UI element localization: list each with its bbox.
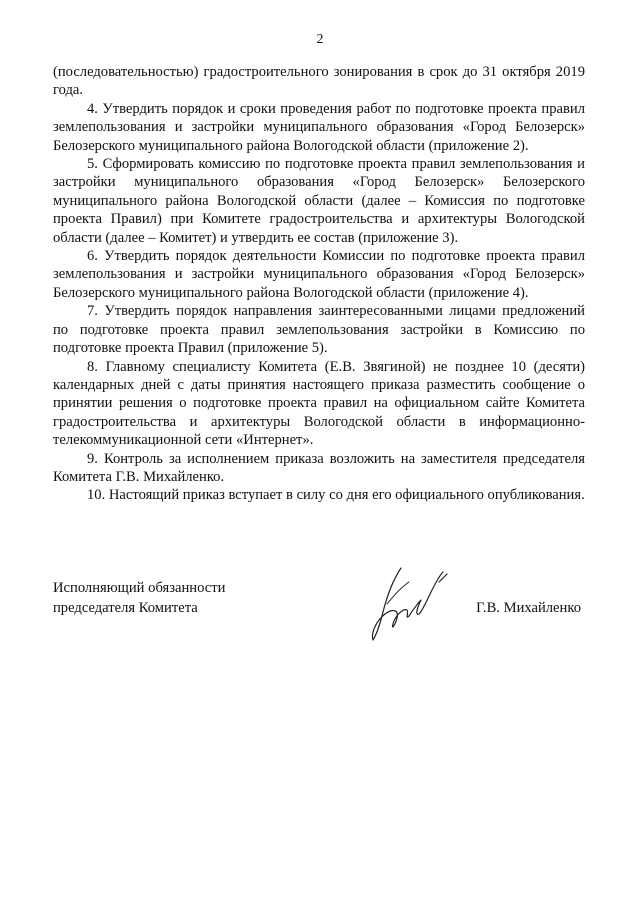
paragraph-6: 6. Утвердить порядок деятельности Комиссии по подготовке проекта правил землепользования и застройки муниципального образования «Город Белозерск» Белозерского муниципального района Вологодской области (приложение 4). — [53, 248, 585, 301]
paragraph-3-continuation: (последовательностью) градостроительного зонирования в срок до 31 октября 2019 года. — [53, 64, 585, 99]
signer-name: Г.В. Михайленко — [476, 600, 581, 616]
signer-title: Исполняющий обязанности председателя Комитета — [53, 580, 226, 616]
paragraph-5: 5. Сформировать комиссию по подготовке проекта правил землепользования и застройки муниципального образования «Город Белозерск» Белозерского муниципального района Вологодской области (далее – Комиссия по подготовке проекта Правил) при Комитете градостроительства и архитектуры Вологодской области (далее – Комитет) и утвердить ее состав (приложение 3). — [53, 156, 585, 246]
paragraph-7: 7. Утвердить порядок направления заинтересованными лицами предложений по подготовке проекта правил землепользования застройки в Комиссию по подготовке проекта Правил (приложение 5). — [53, 303, 585, 357]
paragraph-10: 10. Настоящий приказ вступает в силу со дня его официального опубликования. — [87, 487, 585, 504]
paragraph-4: 4. Утвердить порядок и сроки проведения работ по подготовке проекта правил землепользования и застройки муниципального образования «Город Белозерск» Белозерского муниципального района Вологодской области (приложение 2). — [53, 100, 585, 154]
page-number: 2 — [316, 32, 324, 47]
handwritten-signature — [343, 564, 463, 646]
signature-block — [53, 578, 585, 668]
paragraph-9: 9. Контроль за исполнением приказа возложить на заместителя председателя Комитета Г.В. Михайленко. — [53, 450, 585, 485]
paragraph-8: 8. Главному специалисту Комитета (Е.В. Звягиной) не позднее 10 (десяти) календарных дней с даты принятия настоящего приказа разместить сообщение о принятии решения о подготовке проекта правил на официальном сайте Комитета градостроительства и архитектуры Вологодской области в информационно-телекоммуникационной сети «Интернет». — [53, 358, 585, 449]
document-body — [53, 63, 585, 505]
